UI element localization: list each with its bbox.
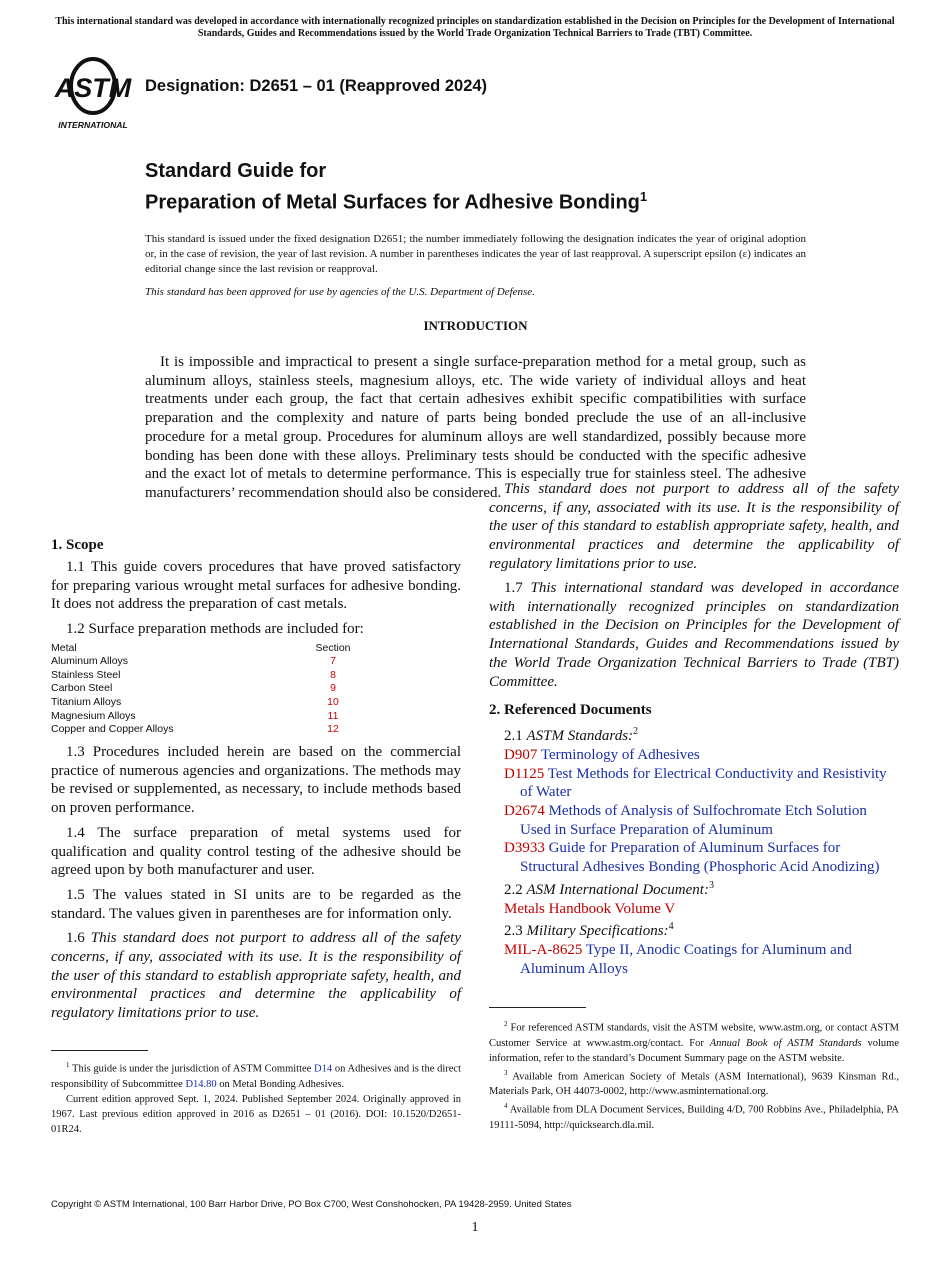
title-footnote-mark: 1	[639, 189, 648, 204]
para-1-3: 1.3 Procedures included herein are based on the commercial practice of numerous agencies and organizations. The methods may be revised or supplemented, as necessary, to include methods based on proven performance.	[51, 744, 461, 817]
section-link[interactable]: 8	[330, 668, 336, 681]
methods-table	[51, 641, 363, 737]
reference-d907[interactable]: D907 Terminology of Adhesives	[504, 746, 700, 763]
footnote-rule	[489, 1007, 586, 1008]
methods-table-header	[51, 641, 363, 655]
section-link[interactable]: 7	[330, 654, 336, 667]
table-row: Stainless Steel 8	[51, 669, 363, 683]
para-1-2: 1.2 Surface preparation methods are included for:	[66, 621, 364, 638]
reference-metals-handbook[interactable]: Metals Handbook Volume V	[504, 900, 676, 917]
issued-note: This standard is issued under the fixed designation D2651; the number immediately following the designation indicates the year of original adoption or, in the case of revision, the year of last revision. A number in parentheses indicates the year of last reapproval. A superscript epsilon (ε) indicates an editorial change since the last revision or reapproval.	[145, 233, 806, 275]
reference-mil-a-8625[interactable]: MIL-A-8625 Type II, Anodic Coatings for Aluminum and Aluminum Alloys	[504, 941, 852, 977]
methods-header-section: Section	[315, 641, 351, 654]
scope-heading: 1. Scope	[51, 537, 104, 553]
section-link[interactable]: 11	[327, 709, 339, 722]
table-row: Carbon Steel 9	[51, 682, 363, 696]
subcommittee-link[interactable]: D14.80	[185, 1078, 217, 1090]
footnote-1-edition: Current edition approved Sept. 1, 2024. Published September 2024. Originally approved in 1967. Last previous edition approved in 2016 as D2651 – 01 (2016). DOI: 10.1520/D2651-01R24.	[51, 1093, 461, 1135]
military-specs-label: 2.3 Military Specifications:$^4$	[504, 921, 674, 940]
footnote-rule	[51, 1050, 148, 1051]
left-footnotes	[51, 1050, 461, 1137]
designation: Designation: D2651 – 01 (Reapproved 2024)	[145, 77, 488, 95]
right-column	[489, 481, 900, 978]
table-row: Titanium Alloys 10	[51, 696, 363, 710]
table-row: Copper and Copper Alloys 12	[51, 723, 363, 737]
reference-d1125[interactable]: D1125 Test Methods for Electrical Conductivity and Resistivity of Water	[504, 765, 887, 801]
para-1-5: 1.5 The values stated in SI units are to be regarded as the standard. The values given in parentheses are for information only.	[51, 886, 461, 922]
document-title	[145, 159, 647, 216]
footnote-1: $^1$ This guide is under the jurisdiction of ASTM Committee D14 on Adhesives and is the direct responsibility of Subcommittee D14.80 on Metal Bonding Adhesives.	[51, 1061, 462, 1090]
para-1-6-continued: This standard does not purport to address all of the safety concerns, if any, associated with its use. It is the responsibility of the user of this standard to establish appropriate safety, health, and environmental practices and determine the applicability of regulatory limitations prior to use.	[489, 481, 899, 572]
footnote-4: $^4$ Available from DLA Document Services, Building 4/D, 700 Robbins Ave., Philadelphia, PA 19111-5094, http://quicksearch.dla.mil.	[489, 1102, 899, 1131]
right-footnotes	[489, 1007, 899, 1133]
methods-header-metal: Metal	[51, 641, 77, 654]
reference-d2674[interactable]: D2674 Methods of Analysis of Sulfochromate Etch Solution Used in Surface Preparation of Aluminum	[504, 803, 867, 838]
logo-caption: INTERNATIONAL	[58, 120, 128, 130]
para-1-6: 1.6 This standard does not purport to address all of the safety concerns, if any, associated with its use. It is the responsibility of the user of this standard to establish appropriate safety, health, and environmental practices and determine the applicability of regulatory limitations prior to use.	[51, 930, 461, 1022]
title-line-1: Standard Guide for	[145, 160, 327, 182]
footnote-2: $^2$ For referenced ASTM standards, visit the ASTM website, www.astm.org, or contact ASTM Customer Service at www.astm.org/contact. For Annual Book of ASTM Standards volume information, refer to the standard’s Document Summary page on the ASTM website.	[489, 1020, 900, 1064]
dod-note: This standard has been approved for use by agencies of the U.S. Department of Defense.	[145, 286, 535, 298]
para-1-7: 1.7 This international standard was developed in accordance with internationally recognized principles on standardization established in the Decision on Principles for the Development of International Standards, Guides and Recommendations issued by the World Trade Organization Technical Barriers to Trade (TBT) Committee.	[489, 580, 900, 690]
reference-d3933[interactable]: D3933 Guide for Preparation of Aluminum Surfaces for Structural Adhesives Bonding (Phosphoric Acid Anodizing)	[504, 840, 880, 876]
table-row: Aluminum Alloys 7	[51, 655, 363, 669]
astm-logo-icon	[52, 56, 134, 132]
copyright: Copyright © ASTM International, 100 Barr Harbor Drive, PO Box C700, West Conshohocken, PA 19428-2959. United States	[51, 1199, 572, 1210]
footnote-3: $^3$ Available from American Society of Metals (ASM International), 9639 Kinsman Rd., Materials Park, OH 44073-0002, http://www.asminternational.org.	[489, 1068, 899, 1097]
committee-link[interactable]: D14	[314, 1063, 333, 1075]
para-1-1: 1.1 This guide covers procedures that have proved satisfactory for preparing various wrought metal surfaces for adhesive bonding. It does not address the preparation of cast metals.	[51, 559, 461, 613]
left-column	[51, 536, 461, 1022]
asm-document-label: 2.2 ASM International Document:$^3$	[504, 879, 714, 898]
para-1-4: 1.4 The surface preparation of metal systems used for qualification and quality control testing of the adhesive should be agreed upon by both manufacturer and user.	[51, 824, 461, 879]
section-link[interactable]: 10	[327, 695, 339, 708]
top-notice: This international standard was developed in accordance with internationally recognized principles on standardization established in the Decision on Principles for the Development of International Standards, Guides and Recommendations issued by the World Trade Organization Technical Barriers to Trade (TBT) Committee.	[55, 16, 895, 39]
logo-letters: ASTM	[54, 73, 132, 103]
referenced-documents-heading: 2. Referenced Documents	[489, 702, 652, 719]
section-link[interactable]: 12	[327, 723, 339, 736]
astm-logo	[52, 56, 134, 132]
page-number: 1	[471, 1220, 479, 1235]
section-link[interactable]: 9	[330, 682, 336, 695]
table-row: Magnesium Alloys 11	[51, 710, 363, 724]
title-line-2: Preparation of Metal Surfaces for Adhesive Bonding$^1$	[145, 189, 648, 214]
introduction-text: It is impossible and impractical to present a single surface-preparation method for a metal group, such as aluminum alloys, stainless steels, magnesium alloys, etc. The wide variety of individual alloys and heat treatments under each group, the fact that certain adhesives exhibit specific compatibilities with surface preparation and the complexity and nature of parts being bonded preclude the use of an all-inclusive procedure for a metal group. Procedures for aluminum alloys are well standardized, possibly because more bonding has been done with these alloys. Preliminary tests should be conducted with the specific adhesive and the exact lot of metals to determine performance. This is especially true for stainless steel. The adhesive manufacturers’ recommendation should also be considered.	[145, 354, 806, 501]
introduction-heading: INTRODUCTION	[423, 318, 528, 333]
astm-standards-label: 2.1 ASTM Standards:$^2$	[504, 726, 639, 745]
